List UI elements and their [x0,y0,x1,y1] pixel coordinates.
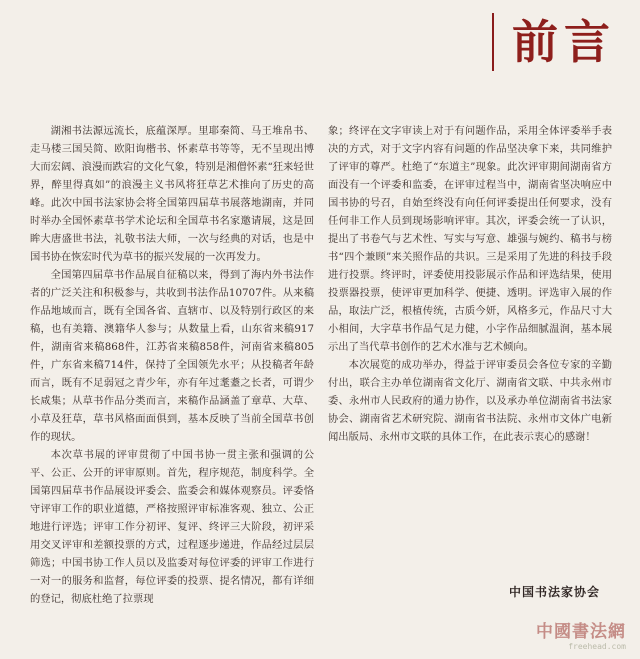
paragraph-4: 本次展览的成功举办，得益于评审委员会各位专家的辛勤付出，联合主办单位湖南省文化厅、湖南省文联、中共永州市委、永州市人民政府的通力协作，以及承办单位湖南省书法家协会、湖南省艺术研究院、湖南省书法院、永州市文体广电新闻出版局、永州市文联的具体工作，在此表示衷心的感谢！ [328,359,612,443]
paragraph-2: 全国第四届草书作品展自征稿以来，得到了海内外书法作者的广泛关注和积极参与，共收到书法作品10707件。从来稿作品地域而言，既有全国各省、直辖市、以及特别行政区的来稿，也有美籍、澳籍华人参与；从数量上看，山东省来稿917件，湖南省来稿868件，江苏省来稿858件，河南省来稿805件，广东省来稿714件，保持了全国领先水平；从投稿者年龄而言，既有不足弱冠之青少年，亦有年过耄耋之长者，可谓少长咸集；从草书作品分类而言，来稿作品涵盖了章草、大草、小草及狂草，草书风格面面俱到，基本反映了当前全国草书创作的现状。 [30,269,314,443]
paragraph-1: 湖湘书法源远流长，底蕴深厚。里耶秦简、马王堆帛书、走马楼三国吴简、欧阳询楷书、怀素草书等等，无不呈现出博大而宏阔、浪漫而跌宕的文化气象，特别是湘僧怀素“狂来轻世界，醉里得真如”的浪漫主义书风将狂草艺术推向了历史的高峰。此次中国书法家协会将全国第四届草书展落地湖南，并同时举办全国怀素草书学术论坛和全国草书名家邀请展，这是回眸大唐盛世书法，礼敬书法大师，一次与经典的对话，也是中国书协在恢宏时代为草书的振兴发展的一次再发力。 [30,125,314,263]
left-column [30,122,314,608]
right-column [328,122,612,446]
watermark-logo-text: 中國書法網 [536,622,626,642]
paragraph-3: 本次草书展的评审贯彻了中国书协一贯主张和强调的公平、公正、公开的评审原则。首先，程序规范，制度科学。全国第四届草书作品展设评委会、监委会和媒体观察员。评委恪守评审工作的职业道德，严格按照评审标准客观、独立、公正地进行评选；评审工作分初评、复评、终评三大阶段，初评采用交叉评审和差额投票的方式，过程逐步递进，作品经过层层筛选；中国书协工作人员以及监委对每位评委的评审工作进行一对一的服务和监督，每位评委的投票、提名情况，都有详细的登记，彻底杜绝了拉票现 [30,449,314,605]
page-title: 前言 [512,15,616,69]
signature: 中国书法家协会 [508,585,600,599]
title-block [492,12,616,72]
site-watermark [536,617,626,651]
paragraph-3-continued: 象；终评在文字审读上对于有问题作品，采用全体评委举手表决的方式，对于文字内容有问题的作品坚决拿下来，共同维护了评审的尊严。杜绝了“东道主”现象。此次评审期间湖南省方面没有一个评委和监委，在评审过程当中，湖南省坚决响应中国书协的号召，自始至终没有向任何评委提出任何要求，没有任何非工作人员到现场影响评审。其次，评委会统一了认识，提出了书卷气与艺术性、写实与写意、雄强与婉约、稿书与榜书“四个兼顾”来关照作品的共识。三是采用了先进的科技手段进行投票。终评时，评委使用投影展示作品和评选结果，使用投票器投票，使评审更加科学、便捷、透明。评选审入展的作品，取法广泛，根植传统，古质今妍，风格多元，作品尺寸大小相间，大字草书作品气足力健，小字作品细腻温润，基本展示出了当代草书创作的艺术水准与艺术倾向。 [328,125,612,353]
title-divider [492,13,494,71]
watermark-url: freehead.com [568,642,626,651]
